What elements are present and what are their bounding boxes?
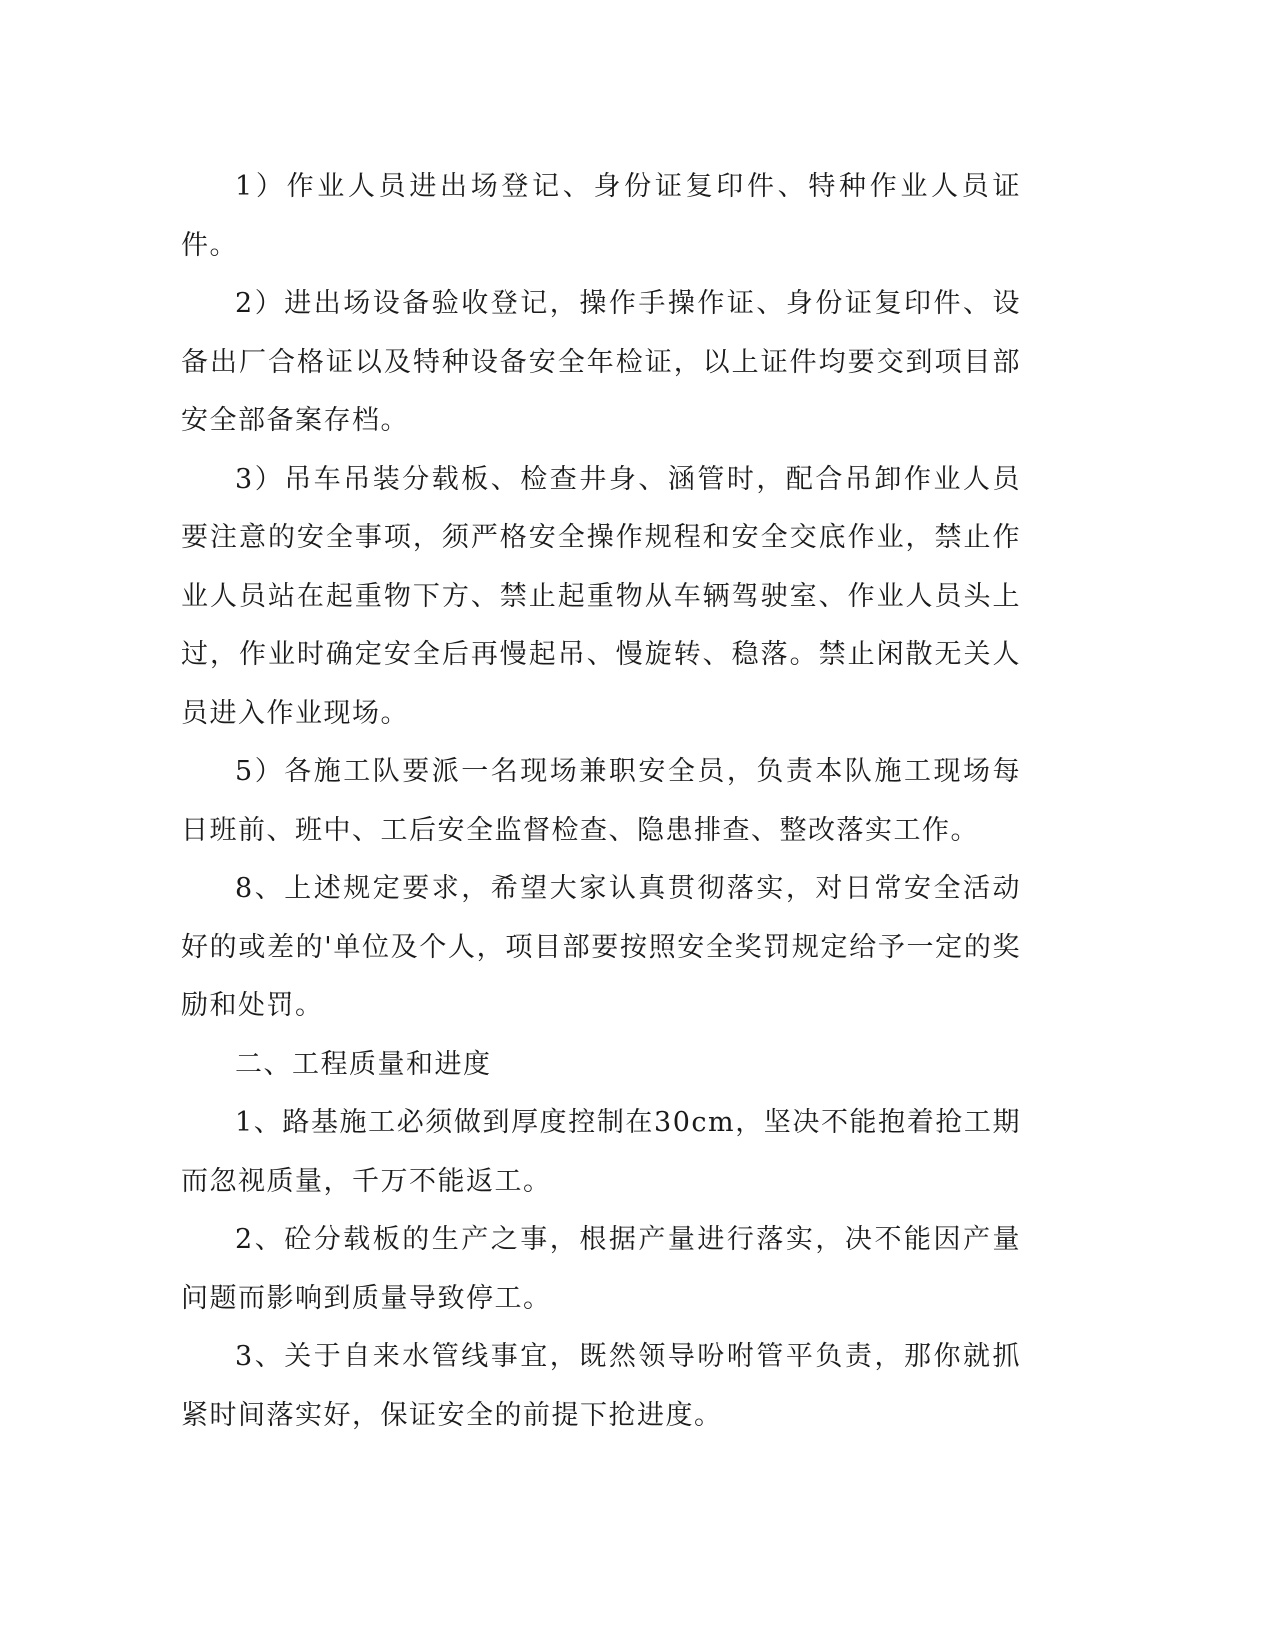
paragraph-personnel-registration: 1）作业人员进出场登记、身份证复印件、特种作业人员证件。: [181, 171, 1021, 261]
paragraph-site-safety-officer: 5）各施工队要派一名现场兼职安全员，负责本队施工现场每日班前、班中、工后安全监督检查、隐患排查、整改落实工作。: [181, 756, 1021, 846]
section-heading-quality-progress: 二、工程质量和进度: [235, 1048, 492, 1080]
paragraph-water-pipeline: 3、关于自来水管线事宜，既然领导吩咐管平负责，那你就抓紧时间落实好，保证安全的前提下抢进度。: [181, 1341, 1021, 1431]
paragraph-equipment-acceptance: 2）进出场设备验收登记，操作手操作证、身份证复印件、设备出厂合格证以及特种设备安全年检证，以上证件均要交到项目部安全部备案存档。: [181, 288, 1021, 436]
paragraph-rewards-penalties: 8、上述规定要求，希望大家认真贯彻落实，对日常安全活动好的或差的'单位及个人，项目部要按照安全奖罚规定给予一定的奖励和处罚。: [181, 873, 1021, 1021]
paragraph-subgrade-thickness: 1、路基施工必须做到厚度控制在30cm，坚决不能抱着抢工期而忽视质量，千万不能返工。: [181, 1107, 1021, 1197]
document-body: [181, 158, 1021, 1445]
paragraph-slab-production: 2、砼分载板的生产之事，根据产量进行落实，决不能因产量问题而影响到质量导致停工。: [181, 1224, 1021, 1314]
paragraph-crane-lifting-safety: 3）吊车吊装分载板、检查井身、涵管时，配合吊卸作业人员要注意的安全事项，须严格安全操作规程和安全交底作业，禁止作业人员站在起重物下方、禁止起重物从车辆驾驶室、作业人员头上过，作业时确定安全后再慢起吊、慢旋转、稳落。禁止闲散无关人员进入作业现场。: [181, 463, 1021, 729]
